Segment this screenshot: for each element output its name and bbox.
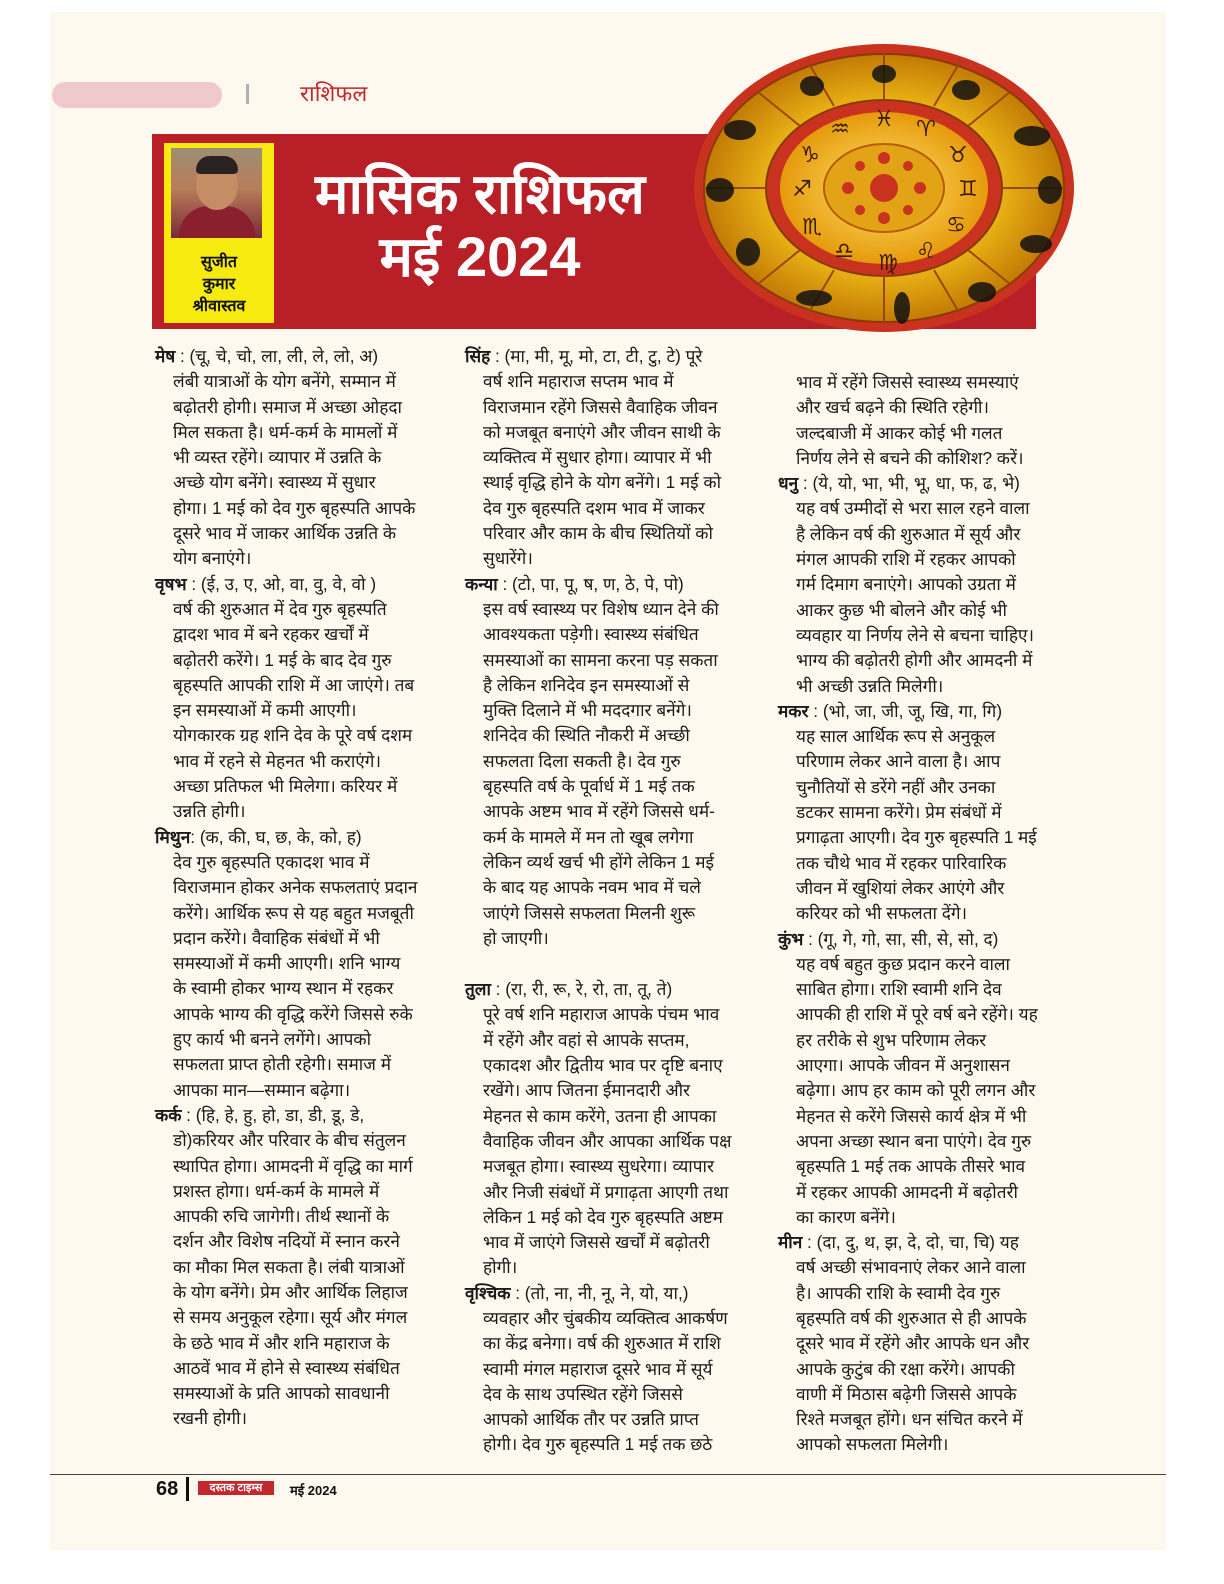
body-line: जाएंगे जिससे सफलता मिलनी शुरू [483, 902, 696, 923]
body-line: हो जाएगी। [483, 927, 549, 948]
footer-rule [50, 1474, 1166, 1475]
body-line: आएगा। आपके जीवन में अनुशासन [796, 1055, 1010, 1076]
body-line: यह वर्ष उम्मीदों से भरा साल रहने वाला [796, 498, 1030, 519]
body-line: का केंद्र बनेगा। वर्ष की शुरुआत में राशि [483, 1333, 721, 1354]
body-line: लेकिन 1 मई को देव गुरु बृहस्पति अष्टम [483, 1206, 723, 1227]
body-line: मुक्ति दिलाने में भी मददगार बनेंगे। [483, 700, 692, 721]
body-line: इस वर्ष स्वास्थ्य पर विशेष ध्यान देने की [483, 598, 719, 619]
rashi-name: धनु [778, 473, 799, 494]
body-line: आपके अष्टम भाव में रहेंगे जिससे धर्म- [483, 801, 715, 822]
body-line: इन समस्याओं में कमी आएगी। [173, 700, 357, 721]
rashi-entry [778, 370, 1078, 471]
rashi-letters: : (तो, ना, नी, नू, ने, यो, या,) [510, 1282, 689, 1303]
svg-text:♐: ♐ [792, 177, 812, 202]
body-line: कर्म के मामले में मन तो खूब लगेगा [483, 826, 694, 847]
body-line: डो)करियर और परिवार के बीच संतुलन [173, 1130, 406, 1151]
body-line: वैवाहिक जीवन और आपका आर्थिक पक्ष [483, 1130, 732, 1151]
rashi-name: मेष [155, 346, 176, 366]
svg-text:♍: ♍ [878, 251, 898, 276]
rashi-letters: : (टो, पा, पू, ष, ण, ठे, पे, पो) [497, 573, 684, 594]
zodiac-wheel-icon [688, 40, 1080, 336]
body-line: बढ़ेगा। आप हर काम को पूरी लगन और [796, 1080, 1036, 1101]
body-line: प्रदान करेंगे। वैवाहिक संबंधों में भी [173, 927, 380, 948]
rashi-letters: : (क, की, घ, छ, के, को, ह) [190, 826, 362, 847]
body-line: के योग बनेंगे। प्रेम और आर्थिक लिहाज [173, 1281, 408, 1302]
svg-text:♊: ♊ [958, 177, 978, 202]
rashi-letters: : (दा, दु, थ, झ, दे, दो, चा, चि) यह [802, 1232, 1019, 1253]
page-title [300, 162, 660, 288]
rashi-entry [778, 1230, 1078, 1458]
rashi-name: वृश्चिक [465, 1282, 511, 1303]
body-line: जीवन में खुशियां लेकर आएंगे और [796, 877, 1005, 898]
rashi-name: तुला [465, 979, 491, 1000]
title-line-1: मासिक राशिफल [314, 162, 646, 225]
rashi-letters: : (मा, मी, मू, मो, टा, टी, टु, टे) पूरे [490, 346, 703, 366]
rashi-entry [465, 344, 765, 572]
body-line: प्रगाढ़ता आएगी। देव गुरु बृहस्पति 1 मई [796, 827, 1037, 848]
rashi-name: कुंभ [778, 928, 804, 949]
svg-text:♈: ♈ [916, 117, 936, 142]
body-line: पूरे वर्ष शनि महाराज आपके पंचम भाव [483, 1004, 720, 1025]
body-line: लंबी यात्राओं के योग बनेंगे, सम्मान में [173, 371, 396, 392]
body-line: के स्वामी होकर भाग्य स्थान में रहकर [173, 978, 394, 999]
body-line: मेहनत से करेंगे जिससे कार्य क्षेत्र में भी [796, 1105, 1027, 1126]
rashi-entry [155, 344, 455, 572]
body-line: गर्म दिमाग बनाएंगे। आपको उग्रता में [796, 574, 1016, 595]
rashi-name: वृषभ [155, 573, 187, 594]
body-line: दूसरे भाव में रहेंगे और आपके धन और [796, 1333, 1030, 1354]
body-line: करेंगे। आर्थिक रूप से यह बहुत मजबूती [173, 902, 414, 923]
rashi-letters: : (चू, चे, चो, ला, ली, ले, लो, अ) [175, 346, 379, 366]
body-line: आकर कुछ भी बोलने और कोई भी [796, 599, 1007, 620]
body-line: विराजमान रहेंगे जिससे वैवाहिक जीवन [483, 396, 718, 417]
rashi-entry [155, 1103, 455, 1432]
body-line: दूसरे भाव में जाकर आर्थिक उन्नति के [173, 523, 397, 544]
body-line: अच्छा प्रतिफल भी मिलेगा। करियर में [173, 776, 398, 797]
body-line: आपके भाग्य की वृद्धि करेंगे जिससे रुके [173, 1003, 413, 1024]
svg-text:♉: ♉ [948, 143, 968, 168]
body-line: आपकी रुचि जागेगी। तीर्थ स्थानों के [173, 1206, 390, 1227]
body-line: आपको सफलता मिलेगी। [796, 1434, 949, 1455]
rashi-name: कर्क [155, 1104, 182, 1125]
rashi-letters: : (भो, जा, जी, जू, खि, गा, गि) [808, 700, 1003, 721]
author-name: सुजीत कुमार श्रीवास्तव [192, 254, 246, 315]
body-line: भी व्यस्त रहेंगे। व्यापार में उन्नति के [173, 447, 382, 468]
rashi-letters: : (रा, री, रू, रे, रो, ता, तू, ते) [490, 979, 673, 1000]
svg-text:♑: ♑ [800, 143, 820, 168]
svg-text:♒: ♒ [830, 117, 850, 142]
rashi-letters: : (ये, यो, भा, भी, भू, धा, फ, ढ, भे) [798, 473, 1020, 494]
body-line: वर्ष शनि महाराज सप्तम भाव में [483, 371, 674, 392]
body-line: अपना अच्छा स्थान बना पाएंगे। देव गुरु [796, 1130, 1032, 1151]
body-line: है। आपकी राशि के स्वामी देव गुरु [796, 1282, 1001, 1303]
body-line: में रहेंगे और वहां से आपके सप्तम, [483, 1029, 690, 1050]
body-line: रिश्ते मजबूत होंगे। धन संचित करने में [796, 1409, 1023, 1430]
svg-text:♌: ♌ [916, 239, 936, 264]
body-line: निर्णय लेने से बचने की कोशिश? करें। [796, 447, 1024, 468]
body-line: भी अच्छी उन्नति मिलेगी। [796, 675, 944, 696]
body-line: उन्नति होगी। [173, 801, 246, 822]
body-line: वर्ष अच्छी संभावनाएं लेकर आने वाला [796, 1257, 1026, 1278]
body-line: दर्शन और विशेष नदियों में स्नान करने [173, 1231, 400, 1252]
body-line: में रहकर आपकी आमदनी में बढ़ोतरी [796, 1181, 1018, 1202]
rashi-letters: : (ई, उ, ए, ओ, वा, वु, वे, वो ) [186, 573, 377, 594]
body-line: आपकी ही राशि में पूरे वर्ष बने रहेंगे। यह [796, 1004, 1038, 1025]
section-label: राशिफल [300, 82, 368, 107]
body-line: विराजमान होकर अनेक सफलताएं प्रदान [173, 877, 418, 898]
body-line: मजबूत होगा। स्वास्थ्य सुधरेगा। व्यापार [483, 1156, 715, 1177]
body-line: साबित होगा। राशि स्वामी शनि देव [796, 979, 1002, 1000]
body-line: भाग्य की बढ़ोतरी होगी और आमदनी में [796, 650, 1033, 671]
body-line: बढ़ोतरी होगी। समाज में अच्छा ओहदा [173, 396, 402, 417]
body-line: अच्छे योग बनेंगे। स्वास्थ्य में सुधार [173, 472, 376, 493]
body-line: बृहस्पति 1 मई तक आपके तीसरे भाव [796, 1156, 1026, 1177]
body-line: चुनौतियों से डरेंगे नहीं और उनका [796, 776, 996, 797]
body-line: देव के साथ उपस्थित रहेंगे जिससे [483, 1383, 683, 1404]
body-line: यह वर्ष बहुत कुछ प्रदान करने वाला [796, 953, 1011, 974]
column-1 [155, 344, 455, 1432]
rashi-entry [778, 471, 1078, 699]
rashi-entry [778, 699, 1078, 927]
body-line: मंगल आपकी राशि में रहकर आपको [796, 549, 1016, 570]
body-line: से समय अनुकूल रहेगा। सूर्य और मंगल [173, 1307, 408, 1328]
body-line: समस्याओं का सामना करना पड़ सकता [483, 649, 718, 670]
rashi-entry [465, 572, 765, 951]
body-line: रखनी होगी। [173, 1408, 248, 1429]
body-line: वर्ष की शुरुआत में देव गुरु बृहस्पति [173, 598, 387, 619]
body-line: मेहनत से काम करेंगे, उतना ही आपका [483, 1105, 717, 1126]
body-line: देव गुरु बृहस्पति एकादश भाव में [173, 851, 370, 872]
magazine-logo: दस्तक टाइम्स [198, 1481, 274, 1495]
page-number: 68 [156, 1478, 179, 1500]
body-line: को मजबूत बनाएंगे और जीवन साथी के [483, 421, 721, 442]
rashi-letters: : (गू, गे, गो, सा, सी, से, सो, द) [803, 928, 999, 949]
body-line: परिणाम लेकर आने वाला है। आप [796, 751, 1001, 772]
rashi-entry [155, 572, 455, 825]
body-line: भाव में रहने से मेहनत भी कराएंगे। [173, 750, 381, 771]
body-line: बृहस्पति आपकी राशि में आ जाएंगे। तब [173, 674, 415, 695]
body-line: करियर को भी सफलता देंगे। [796, 903, 968, 924]
body-line: और खर्च बढ़ने की स्थिति रहेगी। [796, 397, 989, 418]
body-line: व्यवहार और चुंबकीय व्यक्तित्व आकर्षण [483, 1307, 728, 1328]
body-line: है लेकिन वर्ष की शुरुआत में सूर्य और [796, 523, 1021, 544]
body-line: वाणी में मिठास बढ़ेगी जिससे आपके [796, 1383, 1017, 1404]
body-line: समस्याओं में कमी आएगी। शनि भाग्य [173, 953, 401, 974]
body-line: सुधारेंगे। [483, 548, 533, 569]
svg-text:♋: ♋ [946, 213, 966, 238]
header-separator [246, 84, 249, 104]
body-line: लेकिन व्यर्थ खर्च भी होंगे लेकिन 1 मई [483, 851, 714, 872]
body-line: योगकारक ग्रह शनि देव के पूरे वर्ष दशम [173, 725, 413, 746]
body-line: के छठे भाव में और शनि महाराज के [173, 1332, 390, 1353]
body-line: आपके कुटुंब की रक्षा करेंगे। आपकी [796, 1358, 1015, 1379]
rashi-entry [465, 1281, 765, 1458]
footer-date: मई 2024 [290, 1483, 337, 1498]
body-line: बढ़ोतरी करेंगे। 1 मई के बाद देव गुरु [173, 649, 392, 670]
body-line: व्यवहार या निर्णय लेने से बचना चाहिए। [796, 624, 1034, 645]
title-line-2: मई 2024 [379, 224, 581, 288]
body-line: शनिदेव की स्थिति नौकरी में अच्छी [483, 725, 690, 746]
body-line: सफलता दिला सकती है। देव गुरु [483, 750, 681, 771]
body-line: परिवार और काम के बीच स्थितियों को [483, 523, 713, 544]
rashi-name: मकर [778, 700, 809, 721]
body-line: यह साल आर्थिक रूप से अनुकूल [796, 726, 996, 747]
section-pill [52, 82, 222, 108]
body-line: स्वामी मंगल महाराज दूसरे भाव में सूर्य [483, 1358, 713, 1379]
rashi-name: सिंह [465, 346, 491, 366]
author-photo [171, 148, 262, 238]
body-line: का कारण बनेंगे। [796, 1206, 896, 1227]
rashi-name: मिथुन [155, 826, 191, 847]
body-line: होगी। [483, 1257, 518, 1278]
svg-text:♏: ♏ [802, 215, 822, 240]
body-line: मिल सकता है। धर्म-कर्म के मामलों में [173, 421, 398, 442]
body-line: बृहस्पति वर्ष की शुरुआत से ही आपके [796, 1307, 1027, 1328]
body-line: आपका मान—सम्मान बढ़ेगा। [173, 1079, 351, 1100]
rashi-entry [465, 977, 765, 1281]
rashi-letters: : (हि, हे, हु, हो, डा, डी, डू, डे, [181, 1104, 365, 1125]
body-line: आवश्यकता पड़ेगी। स्वास्थ्य संबंधित [483, 624, 699, 645]
body-line: के बाद यह आपके नवम भाव में चले [483, 877, 701, 898]
body-line: द्वादश भाव में बने रहकर खर्चों में [173, 624, 369, 645]
body-line: योग बनाएंगे। [173, 548, 252, 569]
body-line: देव गुरु बृहस्पति दशम भाव में जाकर [483, 497, 705, 518]
body-line: व्यक्तित्व में सुधार होगा। व्यापार में भी [483, 447, 712, 468]
body-line: भाव में रहेंगे जिससे स्वास्थ्य समस्याएं [796, 372, 1019, 392]
column-2 [465, 344, 765, 1458]
body-line: का मौका मिल सकता है। लंबी यात्राओं [173, 1256, 405, 1277]
body-line: आपको आर्थिक तौर पर उन्नति प्राप्त [483, 1409, 699, 1430]
body-line: एकादश और द्वितीय भाव पर दृष्टि बनाए [483, 1055, 723, 1076]
body-line: तक चौथे भाव में रहकर पारिवारिक [796, 852, 1007, 873]
body-line: सफलता प्राप्त होती रहेगी। समाज में [173, 1054, 391, 1075]
body-line: होगा। 1 मई को देव गुरु बृहस्पति आपके [173, 497, 416, 518]
body-line: होगी। देव गुरु बृहस्पति 1 मई तक छठे [483, 1434, 713, 1455]
rashi-entry [778, 927, 1078, 1231]
svg-text:♓: ♓ [874, 107, 894, 132]
body-line: बृहस्पति वर्ष के पूर्वार्ध में 1 मई तक [483, 776, 695, 797]
body-line: समस्याओं के प्रति आपको सावधानी [173, 1383, 390, 1404]
svg-text:♎: ♎ [834, 239, 854, 264]
body-line: भाव में जाएंगे जिससे खर्चों में बढ़ोतरी [483, 1232, 710, 1253]
column-3 [778, 370, 1078, 1458]
rashi-name: कन्या [465, 573, 498, 594]
body-line: डटकर सामना करेंगे। प्रेम संबंधों में [796, 802, 1002, 823]
body-line: हर तरीके से शुभ परिणाम लेकर [796, 1029, 987, 1050]
body-line: आठवें भाव में होने से स्वास्थ्य संबंधित [173, 1357, 400, 1378]
body-line: स्थाई वृद्धि होने के योग बनेंगे। 1 मई को [483, 472, 722, 493]
body-line: और निजी संबंधों में प्रगाढ़ता आएगी तथा [483, 1181, 729, 1202]
body-line: प्रशस्त होगा। धर्म-कर्म के मामले में [173, 1180, 380, 1201]
body-line: स्थापित होगा। आमदनी में वृद्धि का मार्ग [173, 1155, 413, 1176]
body-line: जल्दबाजी में आकर कोई भी गलत [796, 422, 1003, 443]
body-line: हुए कार्य भी बनने लगेंगे। आपको [173, 1029, 372, 1050]
body-line: है लेकिन शनिदेव इन समस्याओं से [483, 674, 690, 695]
body-line: रखेंगे। आप जितना ईमानदारी और [483, 1080, 691, 1101]
rashi-name: मीन [778, 1232, 803, 1253]
footer-separator [186, 1477, 189, 1501]
rashi-entry [155, 825, 455, 1103]
